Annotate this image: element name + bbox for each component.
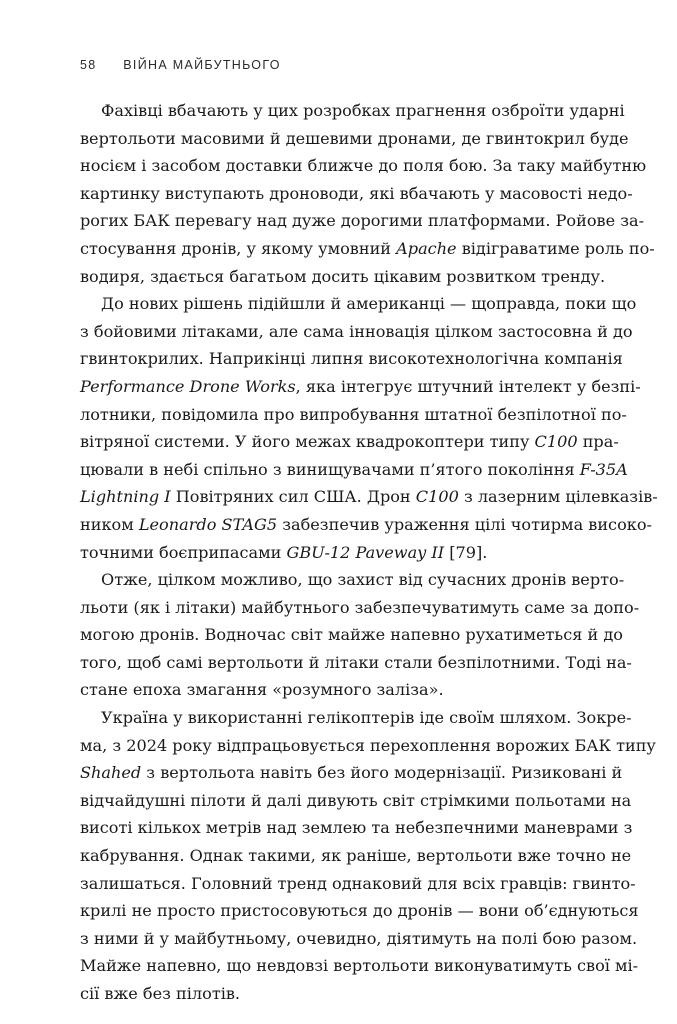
paragraph (80, 704, 656, 1008)
text-line (80, 345, 623, 373)
text-run: забезпечив ураження цілі чотирма високо- (277, 514, 652, 534)
text-line (80, 594, 640, 622)
text-line (80, 207, 645, 235)
text-run: вертольоти масовими й дешевими дронами, де гвинтокрил буде (80, 128, 629, 148)
text-line (80, 952, 639, 980)
text-line (80, 870, 636, 898)
text-run: з вертольота навіть без його модернізації. Ризиковані й (141, 763, 623, 783)
text-line (80, 290, 637, 318)
text-run: картинку виступають дроноводи, які вбачають у масовості недо- (80, 183, 633, 203)
text-run: відчайдушні пілоти й далі дивують світ стрімкими польотами на (80, 790, 632, 810)
book-title: ВІЙНА МАЙБУТНЬОГО (123, 58, 281, 72)
text-run: носієм і засобом доставки ближче до поля бою. За таку майбутню (80, 156, 647, 176)
text-run: До нових рішень підійшли й американці — щоправда, поки що (101, 294, 637, 314)
text-line (80, 704, 632, 732)
text-run: лотники, повідомила про випробування штатної безпілотної по- (80, 404, 627, 424)
text-line (80, 456, 628, 484)
text-run: , яка інтегрує штучний інтелект у безпі- (295, 376, 641, 396)
paragraph (80, 97, 655, 290)
text-line (80, 649, 632, 677)
text-line (80, 732, 656, 760)
text-line (80, 787, 632, 815)
text-run: з бойовими літаками, але сама інновація цілком застосовна й до (80, 321, 633, 341)
text-run: висоті кількох метрів над землею та небезпечними маневрами з (80, 818, 633, 838)
text-run: рогих БАК перевагу над дуже дорогими платформами. Ройове за- (80, 211, 645, 231)
text-line (80, 759, 623, 787)
text-line (80, 235, 655, 263)
italic-term: Lightning I (80, 487, 171, 507)
paragraph (80, 290, 658, 566)
text-run: з ними й у майбутньому, очевидно, діятимуть на полі бою разом. (80, 928, 638, 948)
text-run: цювали в небі спільно з винищувачами п’ятого покоління (80, 459, 580, 479)
running-head (80, 58, 281, 72)
text-line (80, 97, 625, 125)
body-text (80, 97, 658, 1008)
text-run: сії вже без пілотів. (80, 984, 241, 1003)
text-run: Фахівці вбачають у цих розробках прагнення озброїти ударні (101, 101, 625, 120)
text-line (80, 483, 658, 511)
text-line (80, 842, 632, 870)
text-run: могою дронів. Водночас світ майже напевно рухатиметься й до (80, 625, 623, 645)
text-line (80, 180, 633, 208)
paragraph (80, 566, 640, 704)
text-run: ма, з 2024 року відпрацьовується перехоплення ворожих БАК типу (80, 735, 656, 755)
text-run: [79]. (444, 542, 488, 562)
text-line (80, 125, 629, 153)
text-line (80, 263, 606, 291)
italic-term: GBU-12 Paveway II (286, 542, 445, 562)
text-run: Україна у використанні гелікоптерів іде своїм шляхом. Зокре- (101, 708, 632, 728)
text-run: Майже напевно, що невдовзі вертольоти виконуватимуть свої мі- (80, 956, 639, 976)
text-run: Отже, цілком можливо, що захист від сучасних дронів верто- (101, 570, 625, 590)
text-line (80, 814, 633, 842)
italic-term: Shahed (80, 763, 142, 783)
text-run: з лазерним цілевказів- (458, 487, 658, 507)
text-run: пра- (577, 432, 619, 452)
italic-term: C100 (415, 487, 459, 507)
text-line (80, 621, 623, 649)
text-line (80, 566, 625, 594)
text-run: водиря, здається багатьом досить цікавим розвитком тренду. (80, 266, 606, 286)
text-run: стане епоха змагання «розумного заліза». (80, 680, 444, 700)
text-line (80, 925, 638, 953)
text-line (80, 897, 639, 925)
page-number: 58 (80, 58, 97, 72)
text-line (80, 676, 587, 704)
text-line (80, 401, 627, 429)
italic-term: C100 (534, 432, 578, 452)
text-run: відіграватиме роль по- (456, 238, 655, 258)
text-run: ником (80, 514, 139, 534)
italic-term: Apache (396, 238, 457, 258)
text-line (80, 511, 652, 539)
text-run: кабрування. Однак такими, як раніше, вертольоти вже точно не (80, 846, 632, 866)
text-run: того, щоб самі вертольоти й літаки стали безпілотними. Тоді на- (80, 652, 632, 672)
text-run: вітряної системи. У його межах квадрокоптери типу (80, 432, 535, 452)
italic-term: Leonardo STAG5 (138, 514, 278, 534)
text-run: точними боєприпасами (80, 542, 287, 562)
italic-term: Performance Drone Works (80, 376, 296, 396)
text-line (80, 152, 647, 180)
text-line (80, 318, 633, 346)
italic-term: F-35A (579, 459, 628, 479)
text-run: гвинтокрилих. Наприкінці липня високотехнологічна компанія (80, 349, 623, 369)
text-line (80, 539, 587, 567)
text-line (80, 980, 587, 1008)
text-run: льоти (як і літаки) майбутнього забезпечуватимуть саме за допо- (80, 597, 640, 617)
text-line (80, 373, 641, 401)
text-run: Повітряних сил США. Дрон (170, 487, 416, 507)
text-run: стосування дронів, у якому умовний (80, 238, 397, 258)
text-run: крилі не просто пристосовуються до дронів — вони об’єднуються (80, 901, 639, 921)
text-run: залишаться. Головний тренд однаковий для всіх гравців: гвинто- (80, 873, 636, 893)
text-line (80, 428, 619, 456)
